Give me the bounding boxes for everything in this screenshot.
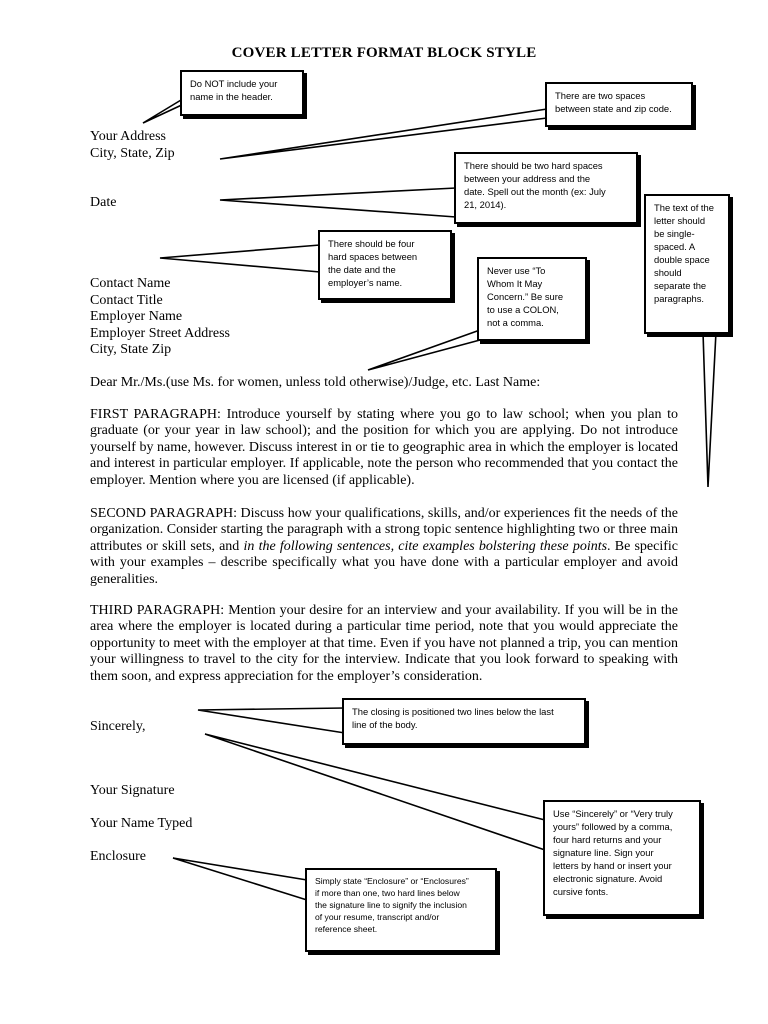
second-paragraph-italic: in the following sentences, cite examples bolstering these points: [243, 538, 608, 554]
your-name-typed: Your Name Typed: [90, 816, 193, 831]
pointer-sincerely: [205, 734, 545, 850]
callout-four-spaces: There should be four hard spaces between the date and the employer’s name.: [318, 230, 452, 300]
callout-colon: Never use “To Whom It May Concern.” Be sure to use a COLON, not a comma.: [477, 257, 587, 341]
employer-city-state-zip: City, State Zip: [90, 342, 172, 357]
callout-sincerely: Use “Sincerely” or “Very truly yours” followed by a comma, four hard returns and your signature line. Sign your letters by hand or insert your electronic signature. Avoid cursive fonts.: [543, 800, 701, 916]
date-line: Date: [90, 195, 117, 210]
closing-sincerely: Sincerely,: [90, 719, 146, 734]
pointer-date: [220, 188, 456, 217]
employer-street-address: Employer Street Address: [90, 326, 230, 341]
city-state-zip: City, State, Zip: [90, 146, 175, 161]
pointer-enclosure: [173, 858, 307, 900]
second-paragraph-text-a: SECOND PARAGRAPH: Discuss how your qualifications, skills, and/or experiences fit the needs of the organization. Consider starting the paragraph with a strong topic sentence highlighting two or three main attributes or skill sets, and: [90, 506, 678, 554]
second-paragraph: [90, 506, 678, 588]
contact-title: Contact Title: [90, 293, 163, 308]
pointer-closing: [198, 708, 345, 733]
callout-closing: The closing is positioned two lines below the last line of the body.: [342, 698, 586, 745]
pointer-four-spaces: [160, 245, 320, 272]
salutation: Dear Mr./Ms.(use Ms. for women, unless told otherwise)/Judge, etc. Last Name:: [90, 375, 541, 390]
callout-spacing: The text of the letter should be single- spaced. A double space should separate the paragraphs.: [644, 194, 730, 334]
callout-header: Do NOT include your name in the header.: [180, 70, 304, 116]
second-paragraph-text-b: . Be specific with your examples – describe specifically what you have done with a particular employer and avoid generalities.: [90, 538, 678, 587]
your-address: Your Address: [90, 129, 166, 144]
page-title: COVER LETTER FORMAT BLOCK STYLE: [231, 45, 537, 61]
your-signature: Your Signature: [90, 783, 175, 798]
callout-zip: There are two spaces between state and zip code.: [545, 82, 693, 127]
first-paragraph: FIRST PARAGRAPH: Introduce yourself by stating where you go to law school; when you plan to graduate (or your year in law school); and the position for which you are applying. Do not introduce yourself by name, however. Discuss interest in or tie to geographic area in which the employer is located and interest in particular employer. If applicable, note the person who recommended that you contact the employer. Mention where you are licensed (if applicable).: [90, 407, 678, 488]
pointer-colon: [368, 330, 480, 370]
third-paragraph: THIRD PARAGRAPH: Mention your desire for an interview and your availability. If you will be in the area where the employer is located during a particular time period, note that you would appreciate the opportunity to meet with the employer at that time. Even if you have not planned a trip, you can mention your willingness to travel to the city for the interview. Indicate that you look forward to speaking with them soon, and express appreciation for the employer’s consideration.: [90, 603, 678, 684]
callout-enclosure: Simply state “Enclosure” or “Enclosures” if more than one, two hard lines below the signature line to signify the inclusion of your resume, transcript and/or reference sheet.: [305, 868, 497, 952]
employer-name: Employer Name: [90, 309, 183, 324]
contact-name: Contact Name: [90, 276, 171, 291]
callout-date: There should be two hard spaces between your address and the date. Spell out the month (ex: July 21, 2014).: [454, 152, 638, 224]
pointer-spacing: [703, 332, 716, 487]
enclosure: Enclosure: [90, 849, 146, 864]
